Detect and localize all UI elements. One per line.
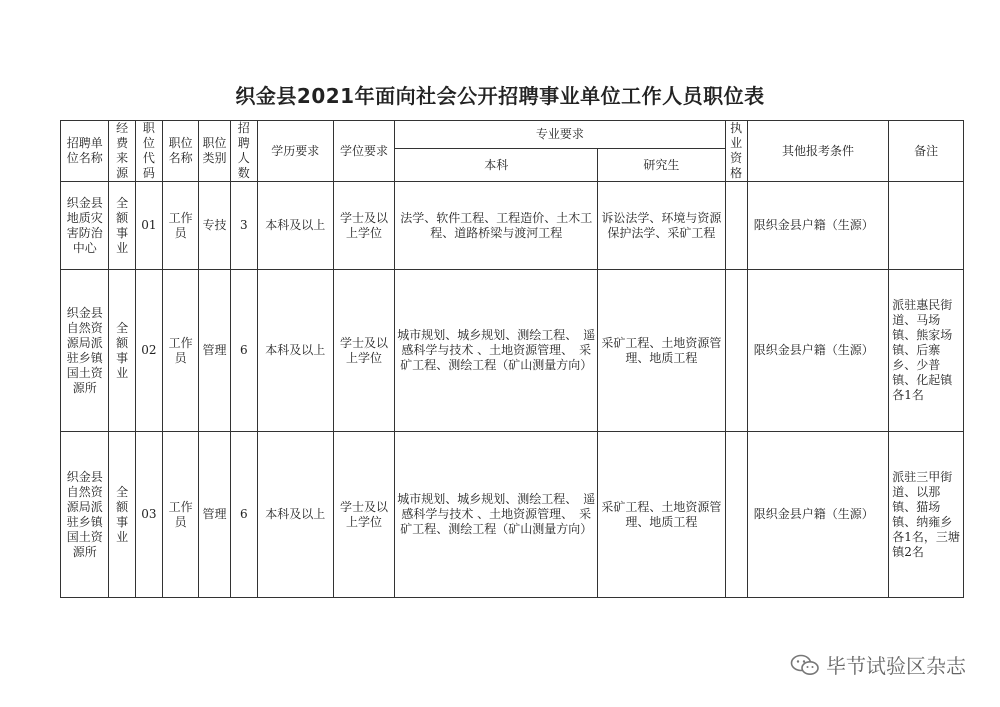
- header-license: 执业资格: [725, 121, 747, 182]
- cell-undergrad: 城市规划、城乡规划、测绘工程、 遥感科学与技术 、土地资源管理、 采矿工程、测绘工程（矿山测量方向）: [395, 270, 598, 432]
- cell-license: [725, 182, 747, 270]
- cell-graduate: 采矿工程、土地资源管理、地质工程: [598, 432, 725, 598]
- table-header-row: [61, 121, 964, 149]
- header-unit-name: 招聘单位名称: [61, 121, 109, 182]
- cell-funding: 全额事业: [109, 432, 135, 598]
- header-degree: 学位要求: [333, 121, 395, 182]
- table-row: [61, 270, 964, 432]
- cell-education: 本科及以上: [257, 270, 333, 432]
- header-notes: 备注: [889, 121, 964, 182]
- cell-license: [725, 270, 747, 432]
- cell-category: 管理: [199, 270, 230, 432]
- cell-position: 工作员: [162, 270, 198, 432]
- cell-degree: 学士及以上学位: [333, 432, 395, 598]
- header-count: 招聘人数: [230, 121, 257, 182]
- cell-code: 01: [135, 182, 162, 270]
- cell-graduate: 诉讼法学、环境与资源保护法学、采矿工程: [598, 182, 725, 270]
- table-row: [61, 182, 964, 270]
- cell-code: 03: [135, 432, 162, 598]
- cell-other: 限织金县户籍（生源）: [747, 182, 888, 270]
- cell-graduate: 采矿工程、土地资源管理、地质工程: [598, 270, 725, 432]
- cell-unit-name: 织金县自然资源局派驻乡镇国土资源所: [61, 270, 109, 432]
- cell-unit-name: 织金县自然资源局派驻乡镇国土资源所: [61, 432, 109, 598]
- cell-category: 管理: [199, 432, 230, 598]
- cell-license: [725, 432, 747, 598]
- header-code: 职位代码: [135, 121, 162, 182]
- watermark: [790, 650, 966, 679]
- header-undergrad: 本科: [395, 149, 598, 182]
- cell-category: 专技: [199, 182, 230, 270]
- cell-code: 02: [135, 270, 162, 432]
- cell-position: 工作员: [162, 432, 198, 598]
- page-title: 织金县2021年面向社会公开招聘事业单位工作人员职位表: [235, 84, 765, 108]
- cell-undergrad: 法学、软件工程、工程造价、土木工程、道路桥梁与渡河工程: [395, 182, 598, 270]
- cell-degree: 学士及以上学位: [333, 270, 395, 432]
- header-education: 学历要求: [257, 121, 333, 182]
- header-other: 其他报考条件: [747, 121, 888, 182]
- cell-notes: 派驻惠民街道、马场镇、熊家场镇、后寨乡、少普镇、化起镇各1名: [889, 270, 964, 432]
- header-graduate: 研究生: [598, 149, 725, 182]
- cell-count: 6: [230, 270, 257, 432]
- header-category: 职位类别: [199, 121, 230, 182]
- cell-count: 3: [230, 182, 257, 270]
- cell-education: 本科及以上: [257, 182, 333, 270]
- cell-other: 限织金县户籍（生源）: [747, 432, 888, 598]
- watermark-text: 毕节试验区杂志: [826, 654, 966, 678]
- cell-notes: 派驻三甲街道、以那镇、猫场镇、纳雍乡各1名，三塘镇2名: [889, 432, 964, 598]
- cell-count: 6: [230, 432, 257, 598]
- header-funding: 经费来源: [109, 121, 135, 182]
- cell-unit-name: 织金县地质灾害防治中心: [61, 182, 109, 270]
- cell-other: 限织金县户籍（生源）: [747, 270, 888, 432]
- cell-degree: 学士及以上学位: [333, 182, 395, 270]
- header-position: 职位名称: [162, 121, 198, 182]
- header-major: 专业要求: [395, 121, 725, 149]
- table-row: [61, 432, 964, 598]
- cell-funding: 全额事业: [109, 270, 135, 432]
- cell-undergrad: 城市规划、城乡规划、测绘工程、 遥感科学与技术 、土地资源管理、 采矿工程、测绘工程（矿山测量方向）: [395, 432, 598, 598]
- cell-funding: 全额事业: [109, 182, 135, 270]
- cell-notes: [889, 182, 964, 270]
- cell-education: 本科及以上: [257, 432, 333, 598]
- cell-position: 工作员: [162, 182, 198, 270]
- positions-table: [60, 120, 964, 598]
- wechat-icon: [790, 653, 820, 677]
